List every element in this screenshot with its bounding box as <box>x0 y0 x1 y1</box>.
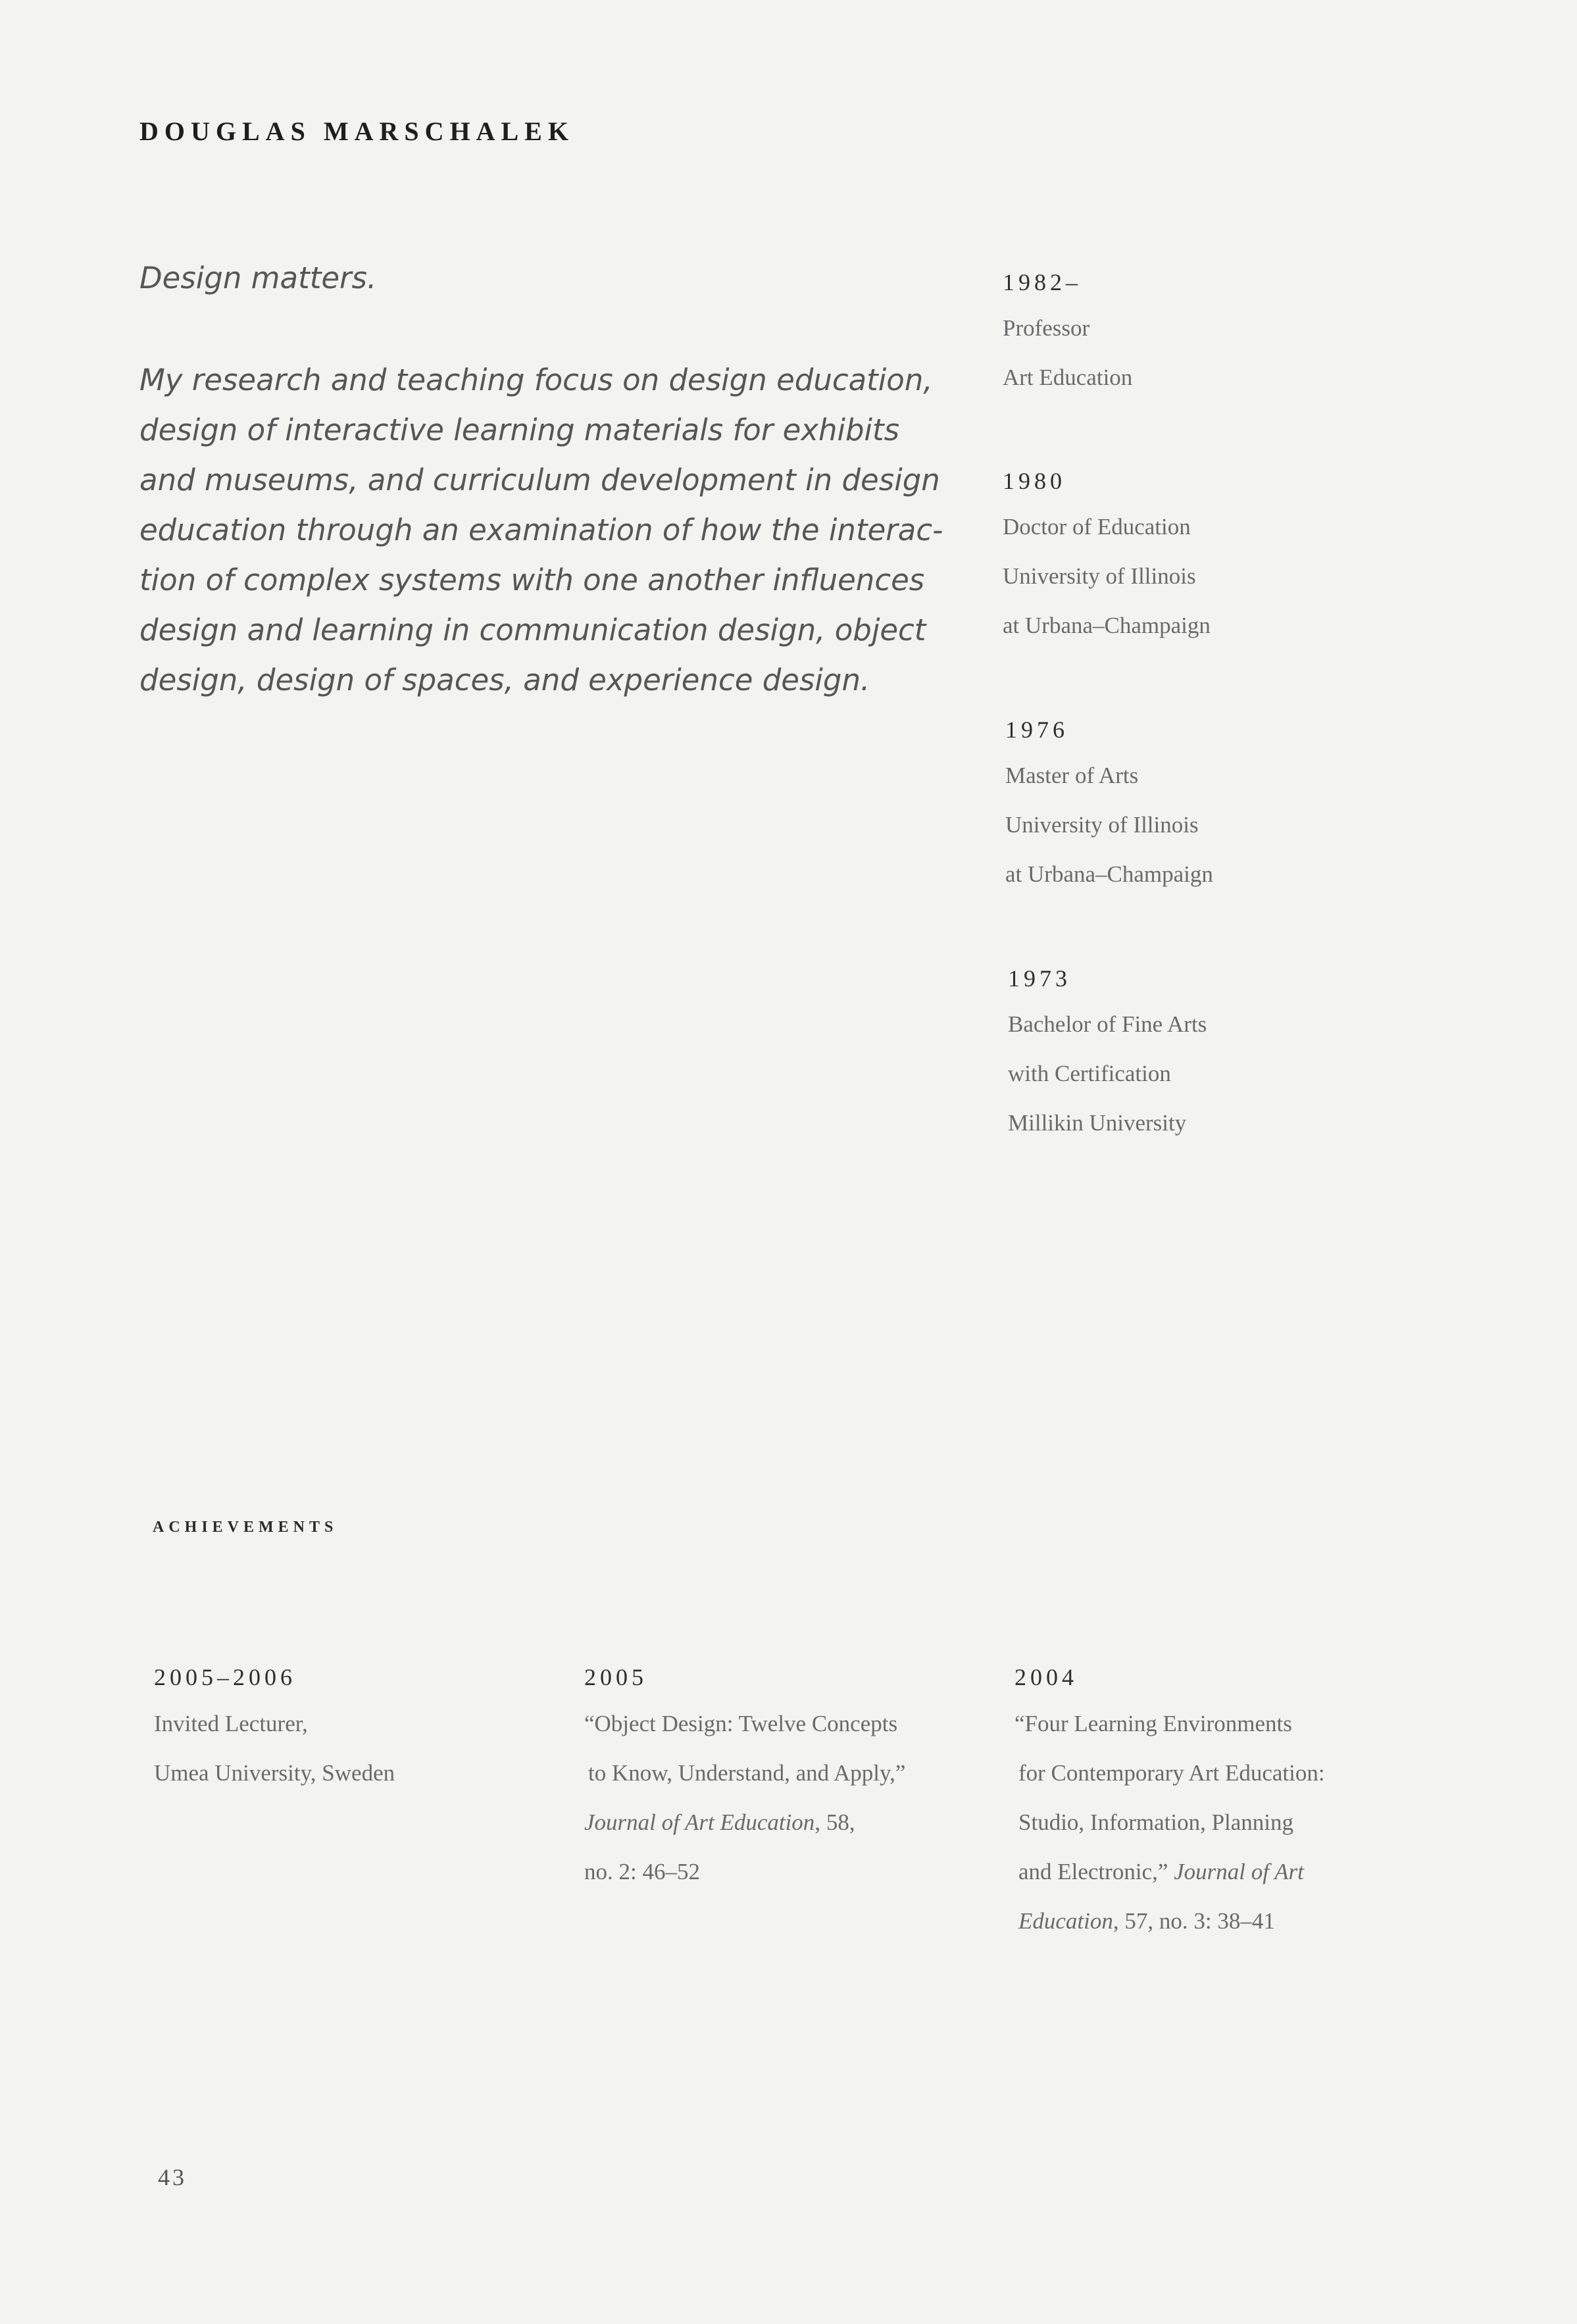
achievement-entry <box>584 1661 1018 1908</box>
achievement-year: 2005 <box>584 1664 647 1690</box>
achievement-entry <box>1014 1661 1449 1958</box>
education-entry <box>1005 713 1213 911</box>
statement-line: and museums, and curriculum development in design <box>139 463 940 497</box>
education-line: Doctor of Education <box>1003 514 1191 540</box>
journal-title: Journal of Art <box>1174 1859 1304 1884</box>
education-year: 1976 <box>1005 717 1068 743</box>
education-entry <box>1003 266 1132 414</box>
achievement-line <box>1014 1908 1449 1958</box>
education-year: 1982– <box>1003 269 1082 295</box>
achievement-line: Studio, Information, Planning <box>1018 1809 1294 1835</box>
achievement-line: Invited Lecturer, <box>154 1711 308 1736</box>
achievement-year: 2004 <box>1014 1664 1078 1690</box>
achievement-line: “Object Design: Twelve Concepts <box>584 1711 898 1736</box>
citation-detail: , 57, no. 3: 38–41 <box>1113 1908 1275 1934</box>
education-line: University of Illinois <box>1005 812 1199 838</box>
achievement-line: no. 2: 46–52 <box>584 1859 700 1884</box>
education-entry <box>1003 465 1211 662</box>
page-number: 43 <box>158 2164 187 2190</box>
education-line: with Certification <box>1008 1061 1171 1086</box>
education-line: Millikin University <box>1008 1110 1187 1136</box>
education-line: University of Illinois <box>1003 563 1196 589</box>
author-name: DOUGLAS MARSCHALEK <box>139 116 574 146</box>
achievement-line: Umea University, Sweden <box>154 1760 395 1786</box>
education-entry <box>1008 962 1207 1159</box>
achievement-line <box>1014 1859 1449 1908</box>
citation-detail: and Electronic,” <box>1018 1859 1174 1884</box>
achievement-line: “Four Learning Environments <box>1014 1711 1292 1736</box>
statement-line: tion of complex systems with one another influences <box>139 563 925 597</box>
achievement-line: for Contemporary Art Education: <box>1018 1760 1325 1786</box>
achievements-heading: ACHIEVEMENTS <box>153 1519 338 1536</box>
statement-line: design and learning in communication design, object <box>139 613 926 647</box>
achievement-line <box>584 1809 1018 1859</box>
achievement-entry <box>154 1661 588 1809</box>
achievement-year: 2005–2006 <box>154 1664 296 1690</box>
statement-line: education through an examination of how the interac- <box>139 513 943 547</box>
research-statement <box>139 355 943 705</box>
education-line: at Urbana–Champaign <box>1005 861 1213 887</box>
achievement-line: to Know, Understand, and Apply,” <box>588 1760 906 1786</box>
journal-title: Journal of Art Education <box>584 1809 815 1835</box>
education-line: Art Education <box>1003 365 1133 390</box>
statement-line: design of interactive learning materials for exhibits <box>139 413 900 447</box>
tagline: Design matters. <box>139 261 377 295</box>
citation-detail: , 58, <box>814 1809 855 1835</box>
education-year: 1980 <box>1003 468 1066 494</box>
education-line: Bachelor of Fine Arts <box>1008 1011 1207 1037</box>
statement-line: design, design of spaces, and experience design. <box>139 663 870 697</box>
education-year: 1973 <box>1008 965 1071 992</box>
education-line: at Urbana–Champaign <box>1003 613 1211 638</box>
journal-title: Education <box>1018 1908 1113 1934</box>
education-line: Professor <box>1003 315 1090 341</box>
statement-line: My research and teaching focus on design education, <box>139 363 933 397</box>
education-line: Master of Arts <box>1005 763 1139 788</box>
